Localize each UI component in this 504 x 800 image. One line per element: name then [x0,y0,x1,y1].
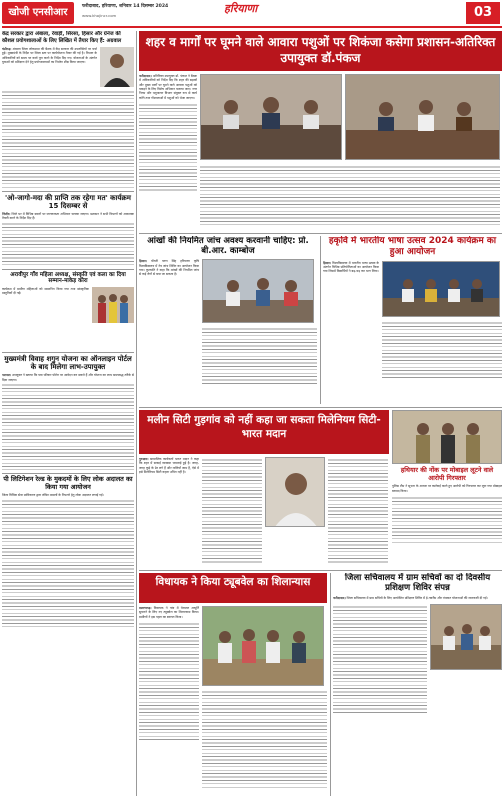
story8-body [323,261,379,380]
story10-dateline: गुरुग्राम। [139,457,149,461]
story6-photo-2 [345,74,500,160]
story1-headline: केंद्र सरकार द्वारा अंबाला, रेवाड़ी, सिरसा, हिसार और ग्रेनेज की कौशल प्रयोगशालाओं के लिए लिखित में तैयार किए हैं: अग्रवाल [2,31,122,44]
story2-continued-text [2,221,134,267]
story6-text: अतिरिक्त उपायुक्त डॉ. पंकज ने बैठक में अधिकारियों को निर्देश दिए कि शहर की सड़कों और मुख्य मार्गों पर घूमने वाले आवारा पशुओं को पकड़ने के लिए विशेष अभियान चलाया जाए। नगर निगम और पशुपालन विभाग संयुक्त रूप से कार्य करेंगे तथा गौशालाओं में पशुओं को भेजा जाएगा। [139,74,198,100]
story9-continued-text [392,495,502,545]
section-rule [139,233,502,234]
story11 [139,573,327,796]
story10-headline: मलीन सिटी गुड़गांव को नहीं कहा जा सकता मिलेनियम सिटी-भारत मदान [139,410,389,454]
story10-text: सामाजिक कार्यकर्ता भारत मदान ने कहा कि शहर में सफाई व्यवस्था चरमराई हुई है। जगह-जगह कूड़े के ढेर लगे हैं और नालियाँ जाम हैं, ऐसे में इसे मिलेनियम सिटी कहना उचित नहीं है। [139,457,200,474]
story8-text: विश्वविद्यालय में भारतीय भाषा उत्सव के अंतर्गत विभिन्न प्रतियोगिताओं का आयोजन किया गया जिसमें विद्यार्थियों ने बढ़-चढ़ कर भाग लिया। [323,260,380,274]
story3-text: कार्यक्रम में ग्रामीण महिलाओं को सम्मानित किया गया तथा सांस्कृतिक प्रस्तुतियाँ दी गईं। [2,287,89,296]
story6-dateline: फरीदाबाद। [139,74,152,78]
edition-date: फरीदाबाद, हरियाणा, शनिवार 14 दिसम्बर 2024 [82,4,169,9]
story9-photo [392,410,502,464]
story6-continued-text [139,102,197,192]
story2-text: जिले भर में विभिन्न स्थानों पर जागरूकता अभियान चलाया जाएगा। प्रशासन ने सभी विभागों को आवश्यक तैयारी करने के निर्देश दिए हैं। [2,212,134,221]
story8-photo [382,261,500,317]
officials-photo [346,75,500,160]
brand-logo: खोजी एनसीआर [2,2,74,24]
ceremony-photo [203,607,324,686]
story6-headline: शहर व मार्गों पर घूमने वाले आवारा पशुओं पर शिकंजा कसेगा प्रशासन-अतिरिक्त उपायुक्त डॉ.पंकज [139,31,502,71]
eye-camp-photo [203,260,314,323]
story10-body [139,457,199,474]
story10-photo [265,457,325,527]
story4-body [2,373,134,382]
story6-body-area [139,74,502,230]
column-divider [320,236,321,404]
story11-photo [202,606,324,686]
story7-continued-text [202,326,317,384]
story12 [333,573,502,796]
story10-continued-text [202,457,262,565]
story11-dateline: बल्लभगढ़। [139,606,152,610]
story7-body [139,259,199,384]
story4-headline: मुख्यमंत्री विवाह शगुन योजना का ऑनलाइन पोर्टल के बाद मिलेगा लाभ-उपायुक्त [2,352,134,371]
story11-headline: विधायक ने किया ट्यूबवेल का शिलान्यास [139,573,327,603]
story7-dateline: हिसार। [139,259,148,264]
group-photo [92,287,134,323]
story7-headline: आंखों की नियमित जांच अवश्य करवानी चाहिए: प्रो. बी.आर. काम्बोज [147,236,309,257]
story2-body [2,212,134,221]
police-photo [393,411,502,464]
story4-text: उपायुक्त ने बताया कि पात्र परिवार पोर्टल पर आवेदन कर सकते हैं और योजना का लाभ समयबद्ध तरीके से दिया जाएगा। [2,373,134,382]
story2-headline: 'ओ-जागो-मदा की प्राप्ति तक रहेगा मत' कार्यक्रम 15 दिसम्बर से [2,191,134,210]
page-number: 03 [466,2,500,24]
story6-text-columns [200,164,500,228]
story9-headline: हथियार की नोंक पर मोबाइल लूटने वाले आरोपी गिरफ्तार [400,466,494,482]
story3-photo [92,287,134,323]
story4-continued-text [2,382,134,470]
story12-text: जिला सचिवालय में ग्राम सचिवों के लिए आयोजित प्रशिक्षण शिविर में ई-गवर्नेंस और पंचायत योजनाओं की जानकारी दी गई। [346,596,488,601]
person-photo [100,47,134,87]
story10-body-area [139,457,389,567]
story5-headline: पी लिटिगेशन रेल्ड के मुकदमों के लिए लोक अदालत का किया गया आयोजन [3,474,133,491]
section-rule [139,570,502,571]
stage-photo [383,262,500,317]
story10-banner [139,410,389,454]
story6-banner [139,31,502,71]
column-divider [136,31,137,796]
story9-text: पुलिस टीम ने सूचना के आधार पर कार्रवाई करते हुए आरोपी को गिरफ्तार कर लूटा गया मोबाइल बरामद किया। [392,484,502,493]
story1-text: अंबाला जिला लोकसभा की बैठक में केंद्र सरकार की उपलब्धियों पर चर्चा हुई। मुख्यमंत्री के निर्देश पर जिला स्तर पर कार्ययोजना तैयार की गई है। विभाग के अधिकारियों को समय पर कार्य पूरा करने के निर्देश दिए गए। योजनाओं के अंतर्गत युवाओं को प्रशिक्षण देने हेतु प्रयोगशालाओं का निर्माण शीघ्र किया जाएगा। [2,47,97,64]
story6-photo [200,74,342,160]
story5-text: जिला विधिक सेवा प्राधिकरण द्वारा लंबित मामलों के निपटारे हेतु लोक अदालत लगाई गई। [2,493,104,498]
story4-dateline: पलवल। [2,373,12,378]
story7-photo [202,259,314,323]
story8-headline: हकृवि में भारतीय भाषा उत्सव 2024 कार्यक्रम का हुआ आयोजन [328,236,497,257]
story8-dateline: हिसार। [323,260,332,265]
story11-body [139,606,199,789]
story8-continued-text [382,320,502,380]
story12-dateline: फरीदाबाद। [333,596,346,601]
masthead-rule [2,26,502,28]
story3-headline: अरावीपुर गाँव महिला अध्यक्ष, संस्कृति एवं कला का दिया सम्मान-माकेड़ कोरा [2,269,134,285]
story12-body [333,596,502,600]
story1-photo [100,47,134,87]
story1-dateline: चंडीगढ़। [2,47,12,51]
section-rule [139,407,502,408]
story7-text: चौधरी चरण सिंह हरियाणा कृषि विश्वविद्यालय में नेत्र जांच शिविर का आयोजन किया गया। कुलपति ने कहा कि आंखों की नियमित जांच से कई रोगों से बचा जा सकता है। [139,259,199,277]
edition-subline: www.khojincr.com [82,13,117,18]
story12-photo [430,604,502,670]
story10-continued-text-2 [328,457,388,565]
training-photo [431,605,502,670]
portrait-photo [266,458,325,527]
story5-continued-text [2,498,134,628]
story1-continued-text [2,89,134,189]
section-title: हरियाणा [224,2,258,15]
meeting-photo [201,75,342,160]
masthead [2,2,502,26]
story11-continued-text-2 [202,689,327,789]
story9-body [392,484,502,493]
story12-headline: जिला सचिवालय में ग्राम सचिवों का दो दिवसीय प्रशिक्षण शिविर संपन्न [344,573,491,594]
story9 [392,410,502,560]
story3-body [2,287,89,349]
story7 [139,236,317,404]
story6-body [139,74,197,230]
column-divider [330,573,331,796]
story8 [323,236,502,404]
story2-dateline: पिंजौर। [2,212,11,217]
story11-text: विधायक ने गांव में पेयजल आपूर्ति सुधारने के लिए नए ट्यूबवेल का शिलान्यास किया। ग्रामीणों ने इस पहल का स्वागत किया। [139,606,200,619]
story11-continued-text [139,621,199,741]
story12-continued-text [333,604,427,714]
left-column [2,31,134,796]
story1-body [2,47,97,87]
